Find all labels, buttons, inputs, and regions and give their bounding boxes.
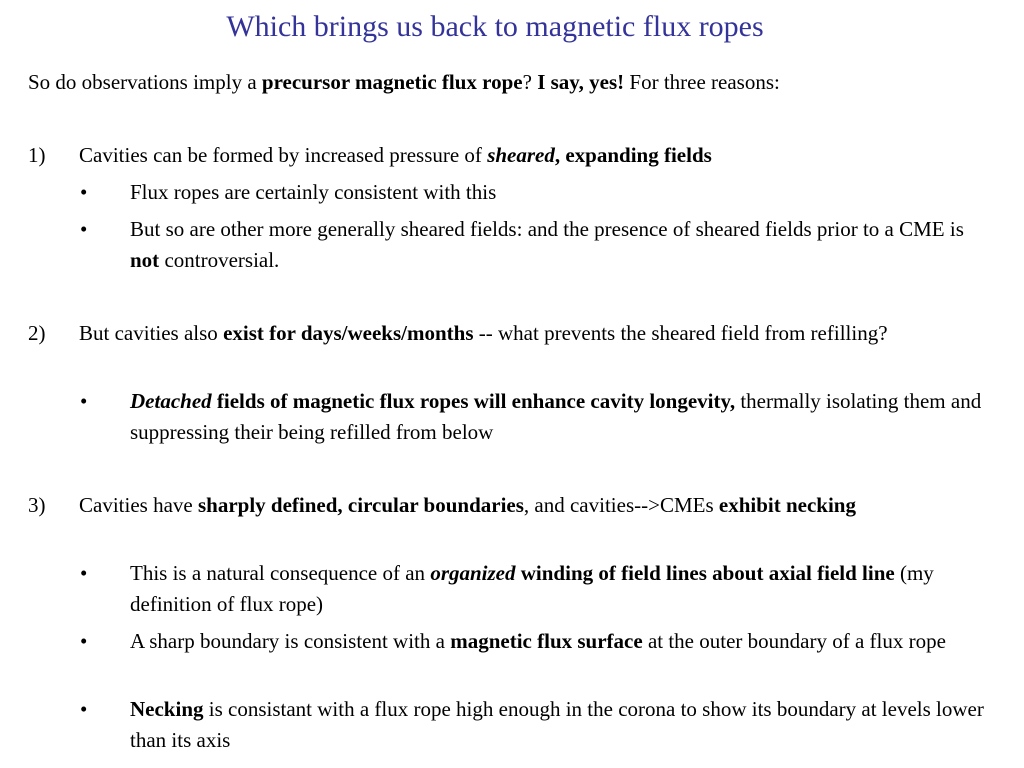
point-3-bullet-3 [80, 694, 985, 756]
bullet-dot: • [80, 561, 88, 585]
point-3-bullet-3-bold: Necking [130, 697, 204, 721]
intro-bold-yes: I say, yes! [537, 70, 625, 94]
point-2-text [79, 318, 979, 349]
point-1-bullet-1-text: Flux ropes are certainly consistent with this [130, 180, 497, 204]
point-3-bold-2: exhibit necking [718, 493, 856, 517]
point-1-bullet-2-bold: not [130, 248, 160, 272]
point-3-bullet-3-text-1: is consistant with a flux rope high enough in the corona to show its boundary at levels lower than its axis [130, 697, 984, 752]
point-2-bullet-1-text-1: thermally isolating them and suppressing their being refilled from below [130, 389, 982, 444]
intro-text-1: So do observations imply a [28, 70, 262, 94]
point-3-bullet-1-bold: winding of field lines about axial field line [515, 561, 895, 585]
point-3-text-2: , and cavities-->CMEs [523, 493, 719, 517]
point-1-bold-italic: sheared [487, 143, 555, 167]
point-2-bullet-1-bold: fields of magnetic flux ropes will enhance cavity longevity, [211, 389, 736, 413]
point-3-bullet-1-bold-italic: organized [430, 561, 516, 585]
point-3-bullet-2-text-2: at the outer boundary of a flux rope [642, 629, 946, 653]
point-1-text [79, 140, 979, 171]
bullet-dot: • [80, 629, 88, 653]
bullet-dot: • [80, 389, 88, 413]
point-3-bold-1: sharply defined, circular boundaries [197, 493, 524, 517]
point-3-bullet-2-bold: magnetic flux surface [450, 629, 643, 653]
point-1-text-1: Cavities can be formed by increased pressure of [79, 143, 488, 167]
intro-line [28, 67, 998, 97]
point-3-bullet-3-text [130, 694, 985, 756]
point-1-bullet-2-text-1: But so are other more generally sheared fields: and the presence of sheared fields prior to a CME is [130, 217, 964, 241]
point-3-bullet-1-text-2: (my definition of flux rope) [130, 561, 934, 616]
point-3-bullet-2-text [130, 626, 985, 657]
point-1-bullet-1 [80, 177, 985, 208]
slide-title: Which brings us back to magnetic flux ropes [226, 10, 764, 43]
point-3-text [79, 490, 979, 521]
point-1-bullet-2-text-2: controversial. [159, 248, 280, 272]
point-3-bullet-2 [80, 626, 985, 657]
point-3-bullet-1 [80, 558, 985, 620]
point-2-text-2: -- what prevents the sheared field from refilling? [473, 321, 888, 345]
point-3-bullet-2-text-1: A sharp boundary is consistent with a [130, 629, 451, 653]
bullet-dot: • [80, 697, 88, 721]
point-2-bullet-1-bold-italic: Detached [130, 389, 212, 413]
intro-text-2: ? [522, 70, 538, 94]
point-1-bullet-2 [80, 214, 985, 276]
point-3-number: 3) [28, 493, 46, 517]
bullet-dot: • [80, 217, 88, 241]
point-3-text-1: Cavities have [79, 493, 198, 517]
point-2-number: 2) [28, 321, 46, 345]
point-1-bullet-2-text [130, 214, 985, 276]
point-3-bullet-1-text [130, 558, 985, 620]
point-1-number: 1) [28, 143, 46, 167]
point-2-bullet-1-text [130, 386, 985, 448]
point-1-bold: , expanding fields [554, 143, 712, 167]
point-3-bullet-1-text-1: This is a natural consequence of an [130, 561, 431, 585]
point-1 [28, 140, 988, 171]
intro-text-3: For three reasons: [624, 70, 780, 94]
intro-bold-precursor: precursor magnetic flux rope [261, 70, 523, 94]
point-2-text-1: But cavities also [79, 321, 224, 345]
point-3 [28, 490, 988, 521]
point-2-bullet-1 [80, 386, 985, 448]
point-2 [28, 318, 988, 349]
bullet-dot: • [80, 180, 88, 204]
point-2-bold: exist for days/weeks/months [223, 321, 474, 345]
